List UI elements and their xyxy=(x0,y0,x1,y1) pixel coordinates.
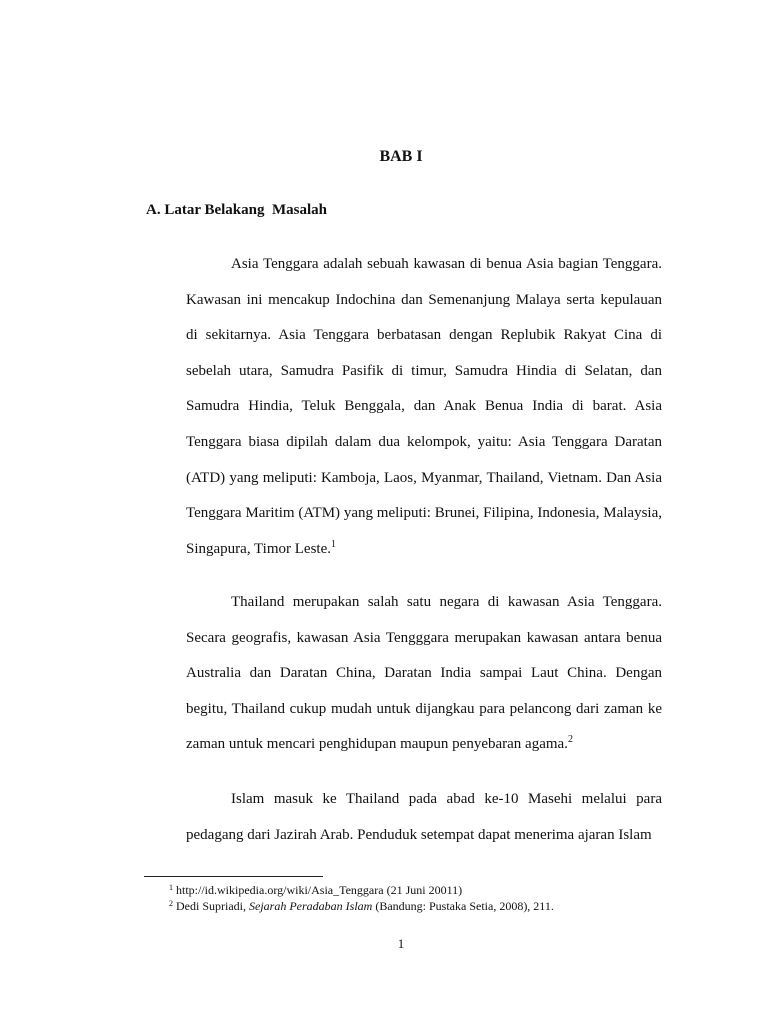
body-paragraph xyxy=(186,782,662,853)
footnote-item xyxy=(169,882,689,898)
footnote-author: Dedi Supriadi, xyxy=(176,899,249,913)
paragraph-text: Islam masuk ke Thailand pada abad ke-10 Masehi melalui para pedagang dari Jazirah Arab. Penduduk setempat dapat menerima ajaran Islam xyxy=(186,791,662,843)
chapter-title: BAB I xyxy=(379,148,423,165)
footnote-divider xyxy=(144,876,323,877)
footnote-link[interactable]: http://id.wikipedia.org/wiki/Asia_Tenggara (21 Juni 20011) xyxy=(176,883,463,897)
paragraph-text: Thailand merupakan salah satu negara di kawasan Asia Tenggara. Secara geografis, kawasan Asia Tengggara merupakan kawasan antara benua Australia dan Daratan China, Daratan India sampai Laut China. Dengan begitu, Thailand cukup mudah untuk dijangkau para pelancong dari zaman ke zaman untuk mencari penghidupan maupun penyebaran agama. xyxy=(186,594,662,753)
footnote-reference[interactable]: 1 xyxy=(331,538,336,550)
footnote-publication: (Bandung: Pustaka Setia, 2008), 211. xyxy=(372,899,554,913)
footnote-book-title: Sejarah Peradaban Islam xyxy=(249,899,373,913)
section-heading: A. Latar Belakang Masalah xyxy=(146,202,327,218)
paragraph-text: Asia Tenggara adalah sebuah kawasan di benua Asia bagian Tenggara. Kawasan ini mencakup Indochina dan Semenanjung Malaya serta kepulauan di sekitarnya. Asia Tenggara berbatasan dengan Replubik Rakyat Cina di sebelah utara, Samudra Pasifik di timur, Samudra Hindia di Selatan, dan Samudra Hindia, Teluk Benggala, dan Anak Benua India di barat. Asia Tenggara biasa dipilah dalam dua kelompok, yaitu: Asia Tenggara Daratan (ATD) yang meliputi: Kamboja, Laos, Myanmar, Thailand, Vietnam. Dan Asia Tenggara Maritim (ATM) yang meliputi: Brunei, Filipina, Indonesia, Malaysia, Singapura, Timor Leste. xyxy=(186,256,662,557)
body-paragraph xyxy=(186,247,662,567)
footnote-number: 1 xyxy=(169,883,173,892)
page-number: 1 xyxy=(397,936,405,951)
footnotes xyxy=(169,882,689,914)
footnote-item xyxy=(169,898,689,914)
footnote-reference[interactable]: 2 xyxy=(567,734,573,746)
body-paragraph xyxy=(186,585,662,763)
footnote-number: 2 xyxy=(169,899,173,908)
